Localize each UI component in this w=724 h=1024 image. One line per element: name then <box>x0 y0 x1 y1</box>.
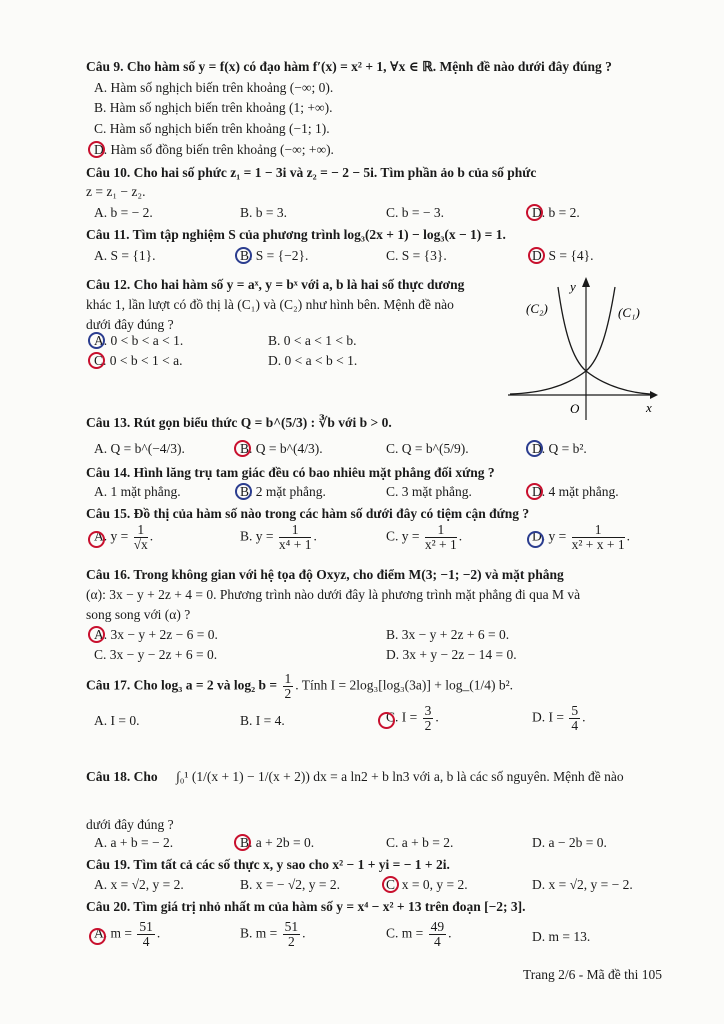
q10-option-b: B. b = 3. <box>240 205 287 220</box>
q17-stem: Câu 17. Cho log₃ a = 2 và log₂ b = $\frac{1}{2}$ . Tính I = 2log₃[log₃(3a)] + log_(1/4) b². <box>86 671 514 701</box>
q15-d-fraction: $\frac{1}{\text{x² + x + 1}}$ <box>571 522 625 552</box>
q13-option-a: A. Q = b^(−4/3). <box>94 441 185 456</box>
q20-option-d: D. m = 13. <box>532 929 591 944</box>
q11-option-b: B. S = {−2}. <box>240 248 309 263</box>
q15-option-d: D. y = $\frac{1}{\text{x² + x + 1}}$ . <box>532 522 631 552</box>
q17-c-fraction: $\frac{3}{2}$ <box>424 703 432 733</box>
q16-stem-2: (α): 3x − y + 2z + 4 = 0. Phương trình nào dưới đây là phương trình mặt phẳng đi qua M và <box>86 587 581 602</box>
q10-option-a: A. b = − 2. <box>94 205 153 220</box>
mark-q15-d <box>527 531 544 548</box>
answer-mark-q14 <box>526 483 543 500</box>
mark-q12-a <box>88 332 105 349</box>
q18-option-c: C. a + b = 2. <box>386 835 454 850</box>
q12-stem-3: dưới đây đúng ? <box>86 317 174 332</box>
q12-stem-2: khác 1, lần lượt có đồ thị là (C₁) và (C₂) như hình bên. Mệnh đề nào <box>86 297 454 312</box>
q19-stem: Câu 19. Tìm tất cả các số thực x, y sao cho x² − 1 + yi = − 1 + 2i. <box>86 857 450 872</box>
q16-stem-1: Câu 16. Trong không gian với hệ tọa độ Oxyz, cho điểm M(3; −1; −2) và mặt phẳng <box>86 567 564 582</box>
q18-option-d: D. a − 2b = 0. <box>532 835 607 850</box>
q10-option-c: C. b = − 3. <box>386 205 444 220</box>
q13-stem: Câu 13. Rút gọn biểu thức Q = b^(5/3) : ∛b với b > 0. <box>86 415 392 430</box>
q17-stem-fraction: $\frac{1}{2}$ <box>284 671 292 701</box>
q16-option-a: A. 3x − y + 2z − 6 = 0. <box>94 627 218 642</box>
q20-c-fraction: $\frac{49}{4}$ <box>430 919 445 949</box>
q16-option-b: B. 3x − y + 2z + 6 = 0. <box>386 627 510 642</box>
label-c1: (C₁) <box>618 305 640 320</box>
q12-option-b: B. 0 < a < 1 < b. <box>268 333 357 348</box>
label-y: y <box>570 279 576 294</box>
q17-option-b: B. I = 4. <box>240 713 285 728</box>
q9-option-b: B. Hàm số nghịch biến trên khoảng (1; +∞). <box>94 100 333 115</box>
curve-c2 <box>558 287 650 394</box>
q20-option-a: A. m = $\frac{51}{4}$ . <box>94 919 161 949</box>
answer-mark-q17 <box>378 712 395 729</box>
answer-mark-q9 <box>88 141 105 158</box>
q14-option-c: C. 3 mặt phẳng. <box>386 484 472 499</box>
answer-mark-q20 <box>89 928 106 945</box>
answer-mark-q13 <box>234 440 251 457</box>
label-c2: (C₂) <box>526 301 548 316</box>
mark-q14-b <box>235 483 252 500</box>
answer-mark-q19 <box>382 876 399 893</box>
answer-mark-q10 <box>526 204 543 221</box>
answer-mark-q12 <box>88 352 105 369</box>
q10-stem-1: Câu 10. Cho hai số phức z₁ = 1 − 3i và z₂ = − 2 − 5i. Tìm phần ảo b của số phức <box>86 165 537 180</box>
q9-option-a: A. Hàm số nghịch biến trên khoảng (−∞; 0). <box>94 80 334 95</box>
q19-option-d: D. x = √2, y = − 2. <box>532 877 633 892</box>
q20-option-b: B. m = $\frac{51}{2}$ . <box>240 919 306 949</box>
answer-mark-q18 <box>234 834 251 851</box>
q14-option-a: A. 1 mặt phẳng. <box>94 484 181 499</box>
q11-stem: Câu 11. Tìm tập nghiệm S của phương trình log₃(2x + 1) − log₃(x − 1) = 1. <box>86 227 506 242</box>
q13-option-c: C. Q = b^(5/9). <box>386 441 469 456</box>
answer-mark-q15 <box>88 531 105 548</box>
q9-stem: Câu 9. Cho hàm số y = f(x) có đạo hàm f′(x) = x² + 1, ∀x ∈ ℝ. Mệnh đề nào dưới đây đúng ? <box>86 59 612 74</box>
q15-option-a: A. y = $\frac{1}{√x}$ . <box>94 522 154 552</box>
q19-option-a: A. x = √2, y = 2. <box>94 877 184 892</box>
q10-stem-2: z = z₁ − z₂. <box>86 184 146 199</box>
mark-q13-d <box>526 440 543 457</box>
q17-option-a: A. I = 0. <box>94 713 140 728</box>
q18-option-a: A. a + b = − 2. <box>94 835 174 850</box>
q17-d-fraction: $\frac{5}{4}$ <box>571 703 579 733</box>
q11-option-d: D. S = {4}. <box>532 248 594 263</box>
label-x: x <box>646 400 652 415</box>
q19-option-b: B. x = − √2, y = 2. <box>240 877 341 892</box>
q11-option-a: A. S = {1}. <box>94 248 156 263</box>
label-origin: O <box>570 401 580 416</box>
q19-option-c: C. x = 0, y = 2. <box>386 877 468 892</box>
answer-mark-q16 <box>88 626 105 643</box>
q12-option-c: C. 0 < b < 1 < a. <box>94 353 183 368</box>
q15-option-c: C. y = $\frac{1}{\text{x² + 1}}$ . <box>386 522 463 552</box>
q15-stem: Câu 15. Đồ thị của hàm số nào trong các hàm số dưới đây có tiệm cận đứng ? <box>86 506 530 521</box>
q20-option-c: C. m = $\frac{49}{4}$ . <box>386 919 452 949</box>
q20-a-fraction: $\frac{51}{4}$ <box>139 919 153 949</box>
q12-stem-1: Câu 12. Cho hai hàm số y = aˣ, y = bˣ với a, b là hai số thực dương <box>86 277 465 292</box>
q16-option-c: C. 3x − y − 2z + 6 = 0. <box>94 647 218 662</box>
page-footer: Trang 2/6 - Mã đề thi 105 <box>523 967 662 982</box>
q18-stem-2: dưới đây đúng ? <box>86 817 174 832</box>
q18-integral: ∫₀¹ (1/(x + 1) − 1/(x + 2)) dx = a ln2 + b ln3 với a, b là các số nguyên. Mệnh đề nào <box>176 769 624 784</box>
q18-stem-label: Câu 18. Cho <box>86 769 158 784</box>
q16-option-d: D. 3x + y − 2z − 14 = 0. <box>386 647 517 662</box>
q13-option-d: D. Q = b². <box>532 441 587 456</box>
q12-option-d: D. 0 < a < b < 1. <box>268 353 358 368</box>
q9-option-d: D. Hàm số đồng biến trên khoảng (−∞; +∞). <box>94 142 334 157</box>
q9-option-c: C. Hàm số nghịch biến trên khoảng (−1; 1). <box>94 121 330 136</box>
q14-option-d: D. 4 mặt phẳng. <box>532 484 619 499</box>
q15-b-fraction: $\frac{1}{\text{x⁴ + 1}}$ <box>278 522 312 552</box>
q11-option-c: C. S = {3}. <box>386 248 447 263</box>
q14-stem: Câu 14. Hình lăng trụ tam giác đều có bao nhiêu mặt phẳng đối xứng ? <box>86 465 495 480</box>
q20-stem: Câu 20. Tìm giá trị nhỏ nhất m của hàm số y = x⁴ − x² + 13 trên đoạn [−2; 3]. <box>86 899 526 914</box>
q15-c-fraction: $\frac{1}{\text{x² + 1}}$ <box>424 522 457 552</box>
q10-option-d: D. b = 2. <box>532 205 580 220</box>
q17-option-c: C. I = $\frac{3}{2}$ . <box>386 703 439 733</box>
y-axis-arrow <box>582 277 590 287</box>
q15-a-fraction: $\frac{1}{√x}$ <box>133 522 148 552</box>
x-axis-arrow <box>650 391 658 399</box>
q15-option-b: B. y = $\frac{1}{\text{x⁴ + 1}}$ . <box>240 522 317 552</box>
q17-option-d: D. I = $\frac{5}{4}$ . <box>532 703 586 733</box>
q13-option-b: B. Q = b^(4/3). <box>240 441 323 456</box>
mark-q11-b <box>235 247 252 264</box>
answer-mark-q11 <box>528 247 545 264</box>
q14-option-b: B. 2 mặt phẳng. <box>240 484 326 499</box>
exponential-graph <box>500 275 660 425</box>
q16-stem-3: song song với (α) ? <box>86 607 191 622</box>
q20-b-fraction: $\frac{51}{2}$ <box>284 919 299 949</box>
q18-option-b: B. a + 2b = 0. <box>240 835 315 850</box>
q12-option-a: A. 0 < b < a < 1. <box>94 333 184 348</box>
